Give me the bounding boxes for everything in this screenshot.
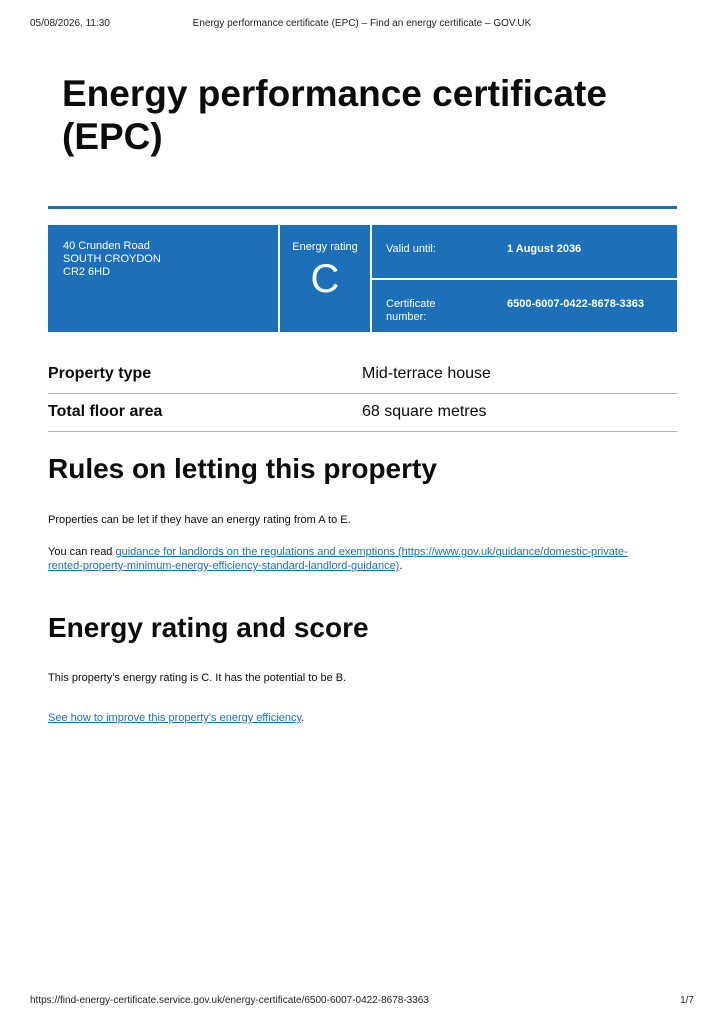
summary-key: Property type — [48, 365, 152, 382]
valid-until-label: Valid until: — [386, 243, 436, 255]
epc-summary-box — [48, 225, 677, 332]
summary-value: 68 square metres — [362, 403, 487, 420]
certificate-label-line-2: number: — [386, 311, 427, 323]
improve-paragraph — [48, 711, 658, 725]
valid-until-cell — [372, 225, 677, 278]
summary-value: Mid-terrace house — [362, 365, 491, 382]
certificate-number-cell — [372, 280, 677, 332]
letting-heading: Rules on letting this property — [48, 453, 437, 484]
summary-key: Total floor area — [48, 403, 163, 420]
energy-rating-label: Energy rating — [292, 241, 358, 253]
guidance-suffix: . — [399, 560, 403, 572]
section-divider — [48, 206, 677, 209]
improve-suffix: . — [301, 712, 305, 724]
address-line-2: SOUTH CROYDON — [63, 253, 161, 265]
print-page-title: Energy performance certificate (EPC) – Find an energy certificate – GOV.UK — [192, 18, 532, 29]
page-title: Energy performance certificate (EPC) — [62, 73, 607, 157]
certificate-label-line-1: Certificate — [386, 298, 436, 310]
summary-row-floor-area — [48, 393, 677, 432]
certificate-number-value: 6500-6007-0422-8678-3363 — [507, 298, 645, 310]
print-header — [0, 18, 724, 32]
energy-rating-heading: Energy rating and score — [48, 612, 369, 643]
letting-paragraph: Properties can be let if they have an energy rating from A to E. — [48, 514, 351, 526]
address-line-3: CR2 6HD — [63, 266, 111, 278]
summary-row-property-type — [48, 355, 677, 394]
address-line-1: 40 Crunden Road — [63, 240, 150, 252]
guidance-link-line-1: guidance for landlords on the regulations and exemptions (https://www.gov.uk/guidance/domestic-private- — [115, 546, 628, 558]
address-cell — [48, 225, 278, 332]
guidance-link-line-2: rented-property-minimum-energy-efficiency-standard-landlord-guidance) — [48, 560, 400, 572]
print-url: https://find-energy-certificate.service.gov.uk/energy-certificate/6500-6007-0422-8678-3363 — [30, 995, 429, 1006]
letting-guidance-paragraph — [48, 545, 658, 573]
energy-rating-paragraph: This property’s energy rating is C. It has the potential to be B. — [48, 672, 347, 684]
landlord-guidance-link[interactable] — [48, 546, 628, 572]
page-number: 1/7 — [680, 995, 694, 1006]
valid-until-value: 1 August 2036 — [507, 243, 582, 255]
energy-rating-letter: C — [310, 257, 340, 301]
print-footer — [0, 995, 724, 1009]
guidance-prefix: You can read — [48, 546, 116, 558]
improve-efficiency-link[interactable]: See how to improve this property’s energy efficiency — [48, 712, 302, 724]
energy-rating-cell — [280, 225, 370, 332]
print-date: 05/08/2026, 11:30 — [30, 18, 110, 29]
